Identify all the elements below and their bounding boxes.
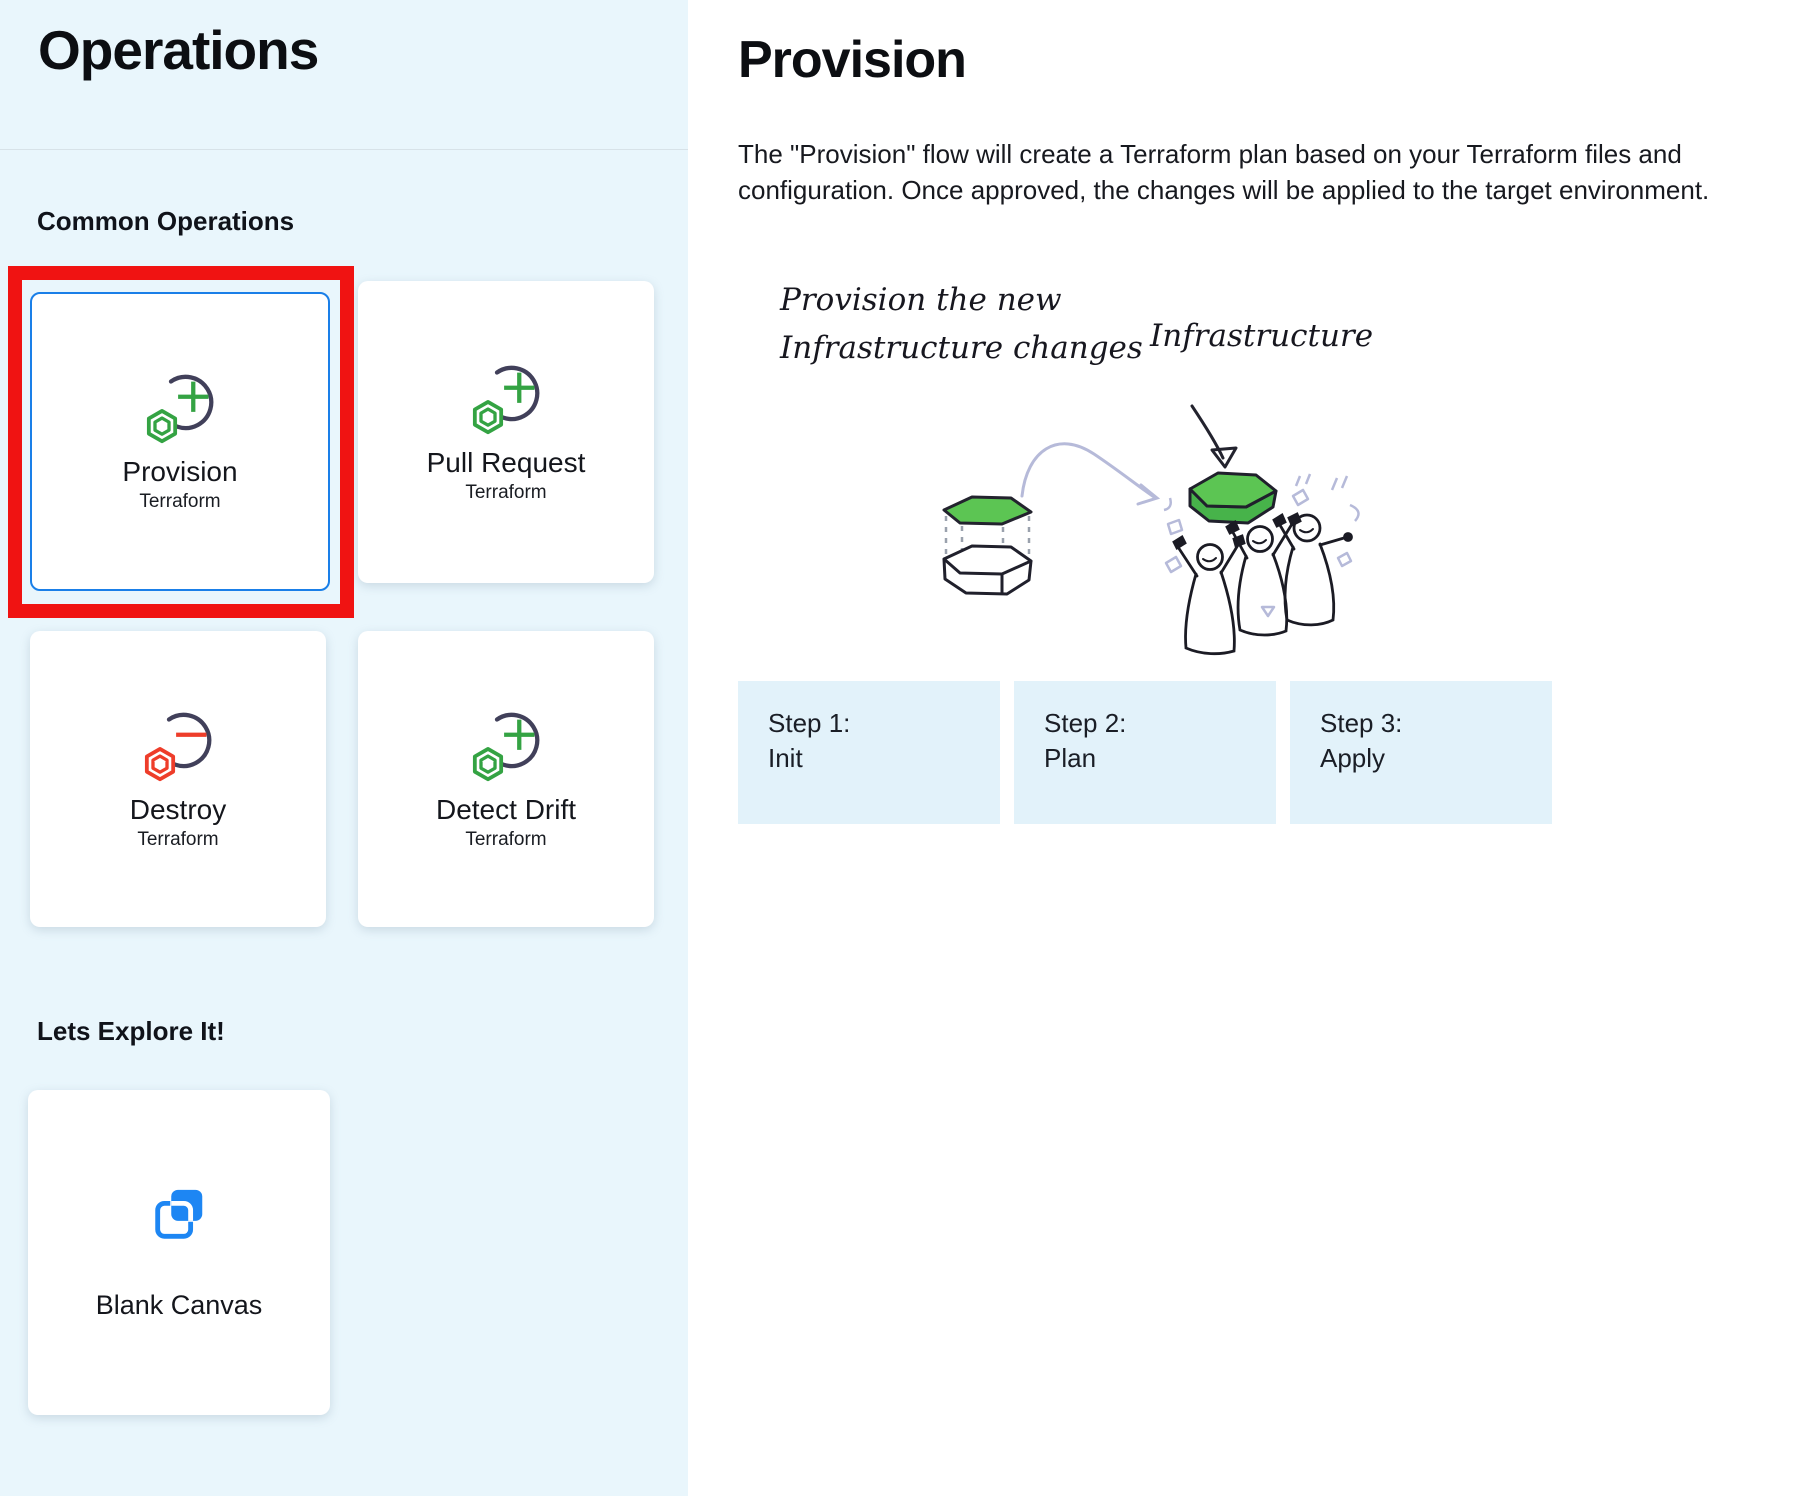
sketch-label-right: Infrastructure	[1150, 318, 1374, 354]
operation-card-destroy[interactable]	[30, 631, 326, 927]
step-subtitle: Plan	[1044, 743, 1097, 773]
card-label: Detect Drift	[435, 793, 577, 825]
card-label: Blank Canvas	[95, 1290, 263, 1320]
sidebar-title: Operations	[38, 19, 319, 81]
card-sublabel: Terraform	[137, 828, 219, 850]
blank-canvas-icon	[148, 1184, 210, 1246]
card-sublabel: Terraform	[139, 491, 221, 512]
terraform-add-icon	[144, 370, 216, 450]
step-box-1	[738, 681, 1000, 824]
step-title: Step 3:	[1320, 708, 1403, 738]
page-description: The "Provision" flow will create a Terraform plan based on your Terraform files and configuration. Once approved, the changes will be applied to the target environment.	[738, 139, 1710, 205]
step-title: Step 1:	[768, 708, 851, 738]
sketch-label-left-2: Infrastructure changes	[780, 330, 1143, 366]
section-heading-lets-explore: Lets Explore It!	[37, 1016, 225, 1046]
section-heading-common-operations: Common Operations	[37, 206, 295, 236]
provision-detail-panel	[688, 0, 1800, 1496]
card-sublabel: Terraform	[465, 828, 547, 850]
operations-sidebar	[0, 0, 688, 1496]
page-title: Provision	[738, 31, 966, 89]
celebrating-figures-sketch	[1174, 514, 1352, 654]
terraform-add-icon	[470, 361, 542, 441]
down-arrow-sketch	[1192, 406, 1236, 467]
step-box-2	[1014, 681, 1276, 824]
card-sublabel: Terraform	[465, 481, 547, 503]
step-subtitle: Apply	[1320, 743, 1386, 773]
curved-arrow-sketch	[1022, 444, 1157, 504]
terraform-remove-icon	[142, 708, 214, 788]
green-hexagon-sketch	[1190, 473, 1276, 523]
operation-card-provision[interactable]	[30, 292, 330, 591]
operation-card-pull-request[interactable]	[358, 281, 654, 583]
card-label: Pull Request	[426, 446, 586, 478]
card-label: Destroy	[129, 793, 227, 825]
sketch-label-left-1: Provision the new	[780, 282, 1062, 318]
sidebar-divider	[0, 149, 688, 150]
step-box-3	[1290, 681, 1552, 824]
operation-card-detect-drift[interactable]	[358, 631, 654, 927]
card-label: Provision	[122, 456, 238, 487]
hexagon-lift-sketch	[944, 497, 1031, 594]
terraform-add-icon	[470, 708, 542, 788]
operation-card-blank-canvas[interactable]	[28, 1090, 330, 1415]
step-title: Step 2:	[1044, 708, 1127, 738]
provision-illustration	[740, 258, 1460, 678]
step-subtitle: Init	[768, 743, 803, 773]
